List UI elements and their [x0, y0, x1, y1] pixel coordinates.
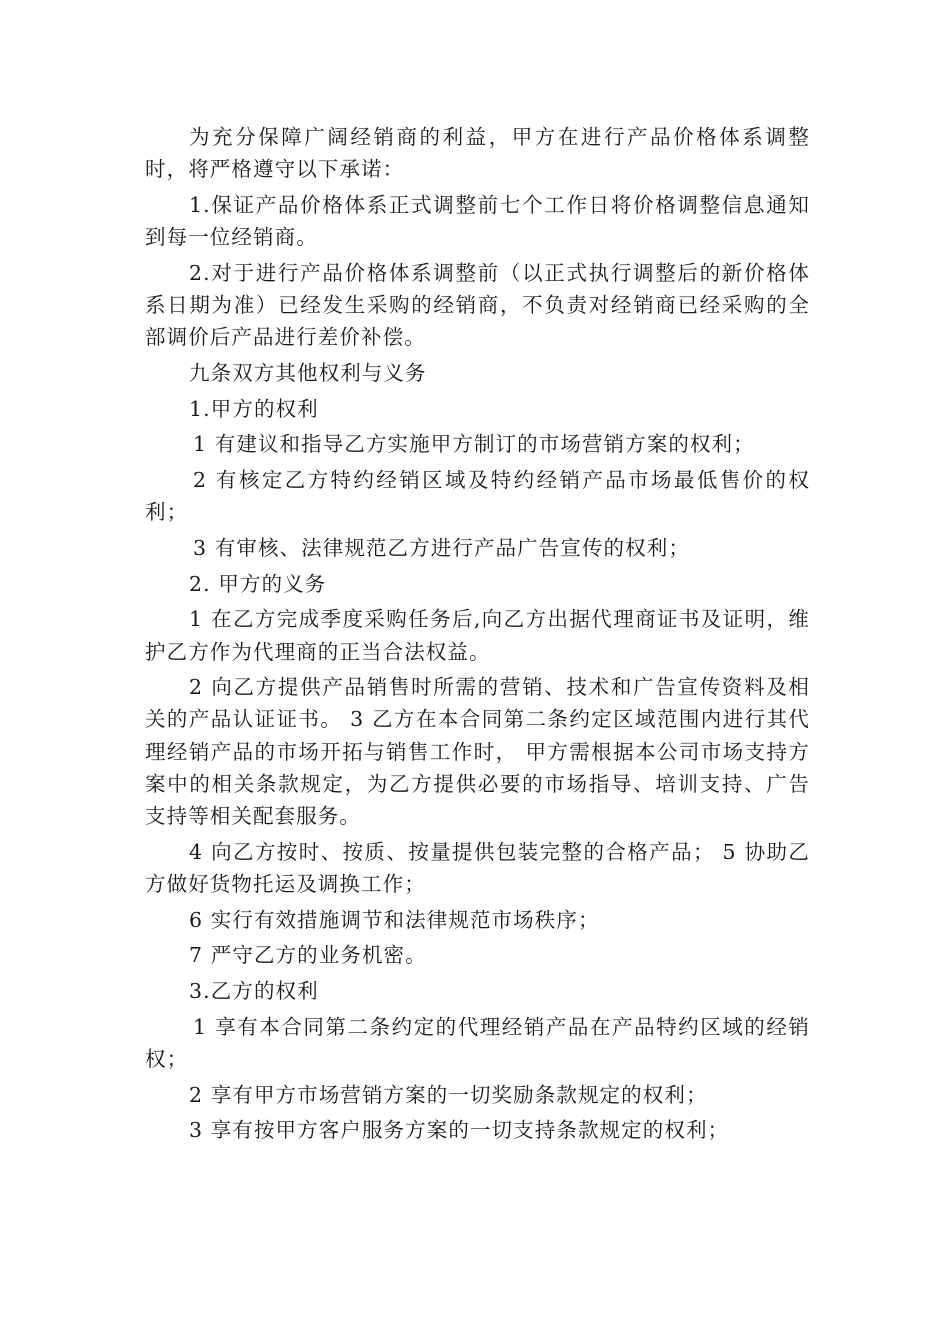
party-a-obligation-6: 6 实行有效措施调节和法律规范市场秩序；	[189, 907, 600, 932]
party-b-right-2: 2 享有甲方市场营销方案的一切奖励条款规定的权利；	[189, 1082, 708, 1107]
party-a-obligation-7: 7 严守乙方的业务机密。	[189, 943, 427, 968]
party-a-right-2: 2 有核定乙方特约经销区域及特约经销产品市场最低售价的权利；	[145, 468, 810, 525]
party-a-right-3: 3 有审核、法律规范乙方进行产品广告宣传的权利；	[193, 535, 690, 560]
party-b-right-3: 3 享有按甲方客户服务方案的一切支持条款规定的权利；	[189, 1118, 730, 1143]
party-b-right-1: 1 享有本合同第二条约定的代理经销产品在产品特约区域的经销权；	[145, 1014, 810, 1071]
paragraph-commitment-1: 1.保证产品价格体系正式调整前七个工作日将价格调整信息通知到每一位经销商。	[145, 192, 810, 250]
party-a-obligation-4-5: 4 向乙方按时、按质、按量提供包装完整的合格产品； 5 协助乙方做好货物托运及调换工作；	[145, 839, 810, 896]
subheading-party-b-rights: 3.乙方的权利	[189, 979, 319, 1004]
party-a-obligation-1: 1 在乙方完成季度采购任务后,向乙方出据代理商证书及证明，维护乙方作为代理商的正当合法权益。	[145, 607, 810, 664]
subheading-party-a-obligations: 2. 甲方的义务	[189, 571, 327, 596]
party-a-obligation-2-3: 2 向乙方提供产品销售时所需的营销、技术和广告宣传资料及相关的产品认证证书。 3 乙方在本合同第二条约定区域范围内进行其代理经销产品的市场开拓与销售工作时， 甲方需根据本公司市场支持方案中的相关条款规定，为乙方提供必要的市场指导、培训支持、广告支持等相关配套服务。	[145, 675, 810, 829]
section-heading-article-9: 九条双方其他权利与义务	[189, 360, 427, 385]
document-body	[145, 121, 810, 1150]
paragraph-commitment-2: 2.对于进行产品价格体系调整前（以正式执行调整后的新价格体系日期为准）已经发生采购的经销商，不负责对经销商已经采购的全部调价后产品进行差价补偿。	[145, 260, 810, 350]
subheading-party-a-rights: 1.甲方的权利	[189, 396, 319, 421]
party-a-right-1: 1 有建议和指导乙方实施甲方制订的市场营销方案的权利；	[193, 432, 755, 457]
paragraph-price-commitment-intro: 为充分保障广阔经销商的利益，甲方在进行产品价格体系调整时，将严格遵守以下承诺：	[145, 125, 810, 182]
